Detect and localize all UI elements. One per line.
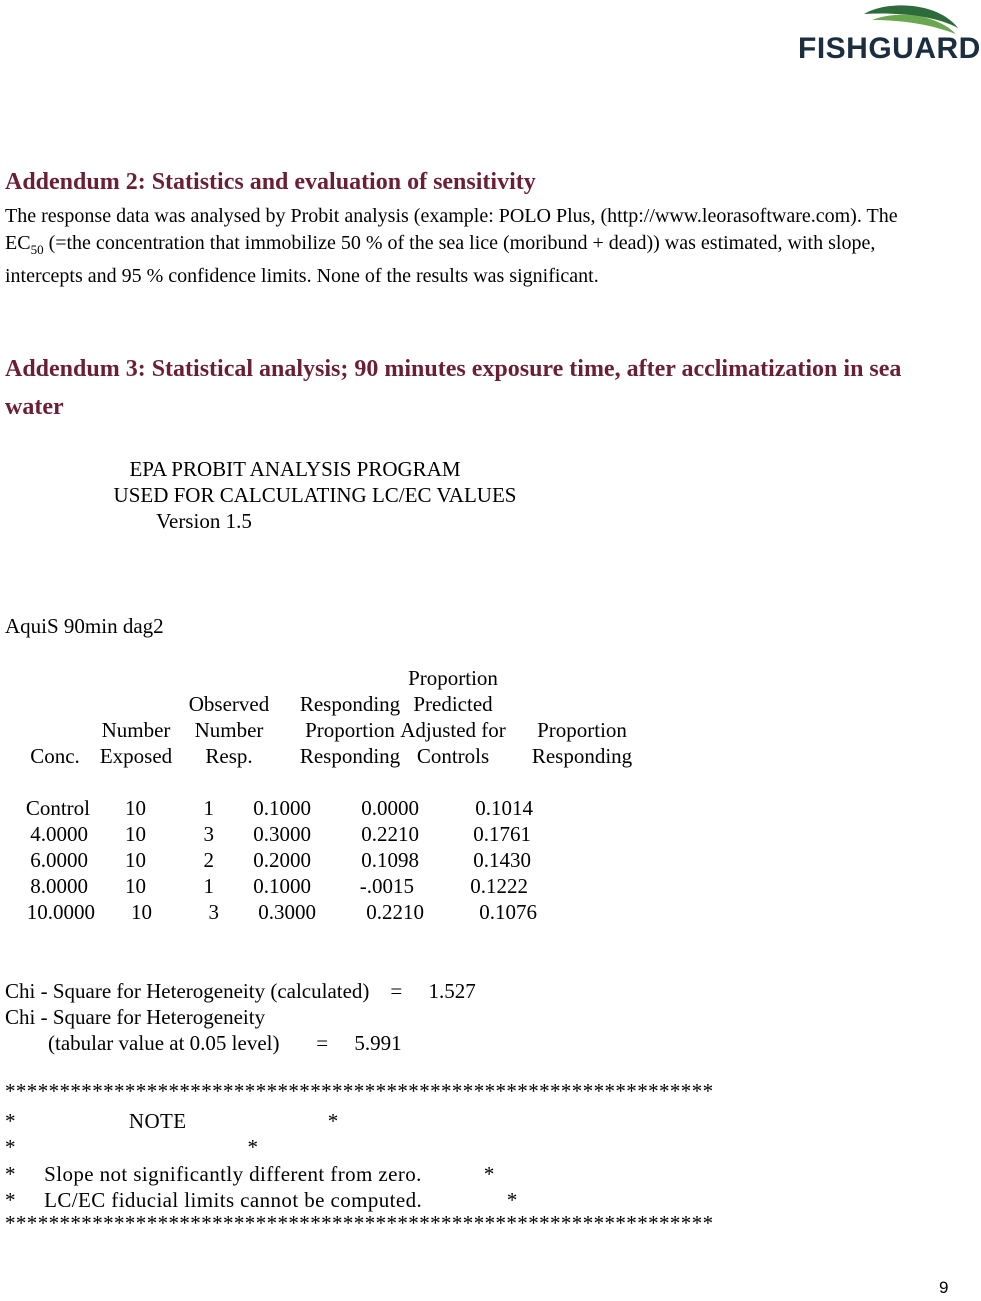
table-cell: 10.0000 bbox=[26, 900, 95, 924]
note-line-1: * Slope not significantly different from zero. * bbox=[5, 1162, 495, 1186]
program-title: EPA PROBIT ANALYSIS PROGRAM bbox=[129, 457, 461, 481]
table-cell: 10 bbox=[125, 874, 146, 898]
table-cell: -.0015 bbox=[359, 874, 414, 898]
table-header-cell: Proportion bbox=[305, 718, 395, 742]
table-header-cell: Number bbox=[194, 718, 264, 742]
table-header-cell: Responding bbox=[299, 744, 401, 768]
note-line-2: * LC/EC fiducial limits cannot be computed. * bbox=[5, 1188, 518, 1212]
table-cell: 0.1222 bbox=[470, 874, 528, 898]
table-cell: 6.0000 bbox=[30, 848, 88, 872]
table-cell: Control bbox=[25, 796, 90, 820]
paragraph-text-start: The response data was analysed by Probit analysis (example: POLO Plus, (http://www.leorasoftware.com). The EC bbox=[5, 205, 898, 254]
fishguard-logo bbox=[798, 4, 981, 68]
table-cell: 0.0000 bbox=[361, 796, 419, 820]
table-header-cell: Proportion bbox=[408, 666, 498, 690]
note-border-bottom: ***************************************************************** bbox=[5, 1211, 714, 1235]
table-header-cell: Adjusted for bbox=[400, 718, 506, 742]
table-cell: 10 bbox=[125, 822, 146, 846]
note-blank: * * bbox=[5, 1135, 259, 1159]
chi-square-label: Chi - Square for Heterogeneity bbox=[5, 1005, 266, 1029]
table-cell: 1 bbox=[203, 796, 214, 820]
table-cell: 0.2000 bbox=[253, 848, 311, 872]
page-number: 9 bbox=[939, 1278, 949, 1297]
table-header-cell: Responding bbox=[299, 692, 401, 716]
program-subtitle: USED FOR CALCULATING LC/EC VALUES bbox=[113, 483, 517, 507]
table-header-cell: Predicted bbox=[413, 692, 493, 716]
ec-subscript: 50 bbox=[30, 241, 44, 257]
note-title: * NOTE * bbox=[5, 1109, 339, 1133]
table-header-cell: Conc. bbox=[30, 744, 80, 768]
table-cell: 0.2210 bbox=[361, 822, 419, 846]
table-cell: 2 bbox=[203, 848, 214, 872]
table-header-cell: Responding bbox=[531, 744, 633, 768]
table-header-cell: Number bbox=[101, 718, 171, 742]
table-cell: 0.1000 bbox=[253, 874, 311, 898]
paragraph-text-end: (=the concentration that immobilize 50 % of the sea lice (moribund + dead)) was estimated, with slope, intercepts and 95 % confidence limits. None of the results was significant. bbox=[5, 231, 876, 287]
table-cell: 4.0000 bbox=[30, 822, 88, 846]
table-header-cell: Proportion bbox=[537, 718, 627, 742]
table-cell: 0.1014 bbox=[475, 796, 533, 820]
table-cell: 0.1000 bbox=[253, 796, 311, 820]
addendum-2-paragraph bbox=[5, 203, 905, 290]
table-cell: 0.1076 bbox=[479, 900, 537, 924]
table-cell: 8.0000 bbox=[30, 874, 88, 898]
addendum-2-heading: Addendum 2: Statistics and evaluation of sensitivity bbox=[5, 169, 536, 195]
chi-square-tabular: (tabular value at 0.05 level) = 5.991 bbox=[48, 1031, 402, 1055]
table-cell: 3 bbox=[203, 822, 214, 846]
table-cell: 10 bbox=[131, 900, 152, 924]
table-cell: 0.1430 bbox=[473, 848, 531, 872]
logo-wordmark: FISHGUARD bbox=[798, 32, 981, 65]
table-header-cell: Resp. bbox=[205, 744, 253, 768]
table-cell: 0.1761 bbox=[473, 822, 531, 846]
addendum-3-heading: Addendum 3: Statistical analysis; 90 minutes exposure time, after acclimatization in sea water bbox=[5, 356, 902, 420]
chi-square-calculated: Chi - Square for Heterogeneity (calculated) = 1.527 bbox=[5, 979, 476, 1003]
program-version: Version 1.5 bbox=[156, 509, 252, 533]
table-cell: 1 bbox=[203, 874, 214, 898]
dataset-title: AquiS 90min dag2 bbox=[5, 614, 164, 638]
table-header-cell: Controls bbox=[416, 744, 490, 768]
table-header-cell: Observed bbox=[188, 692, 270, 716]
note-border-top: ***************************************************************** bbox=[5, 1079, 714, 1103]
table-cell: 3 bbox=[208, 900, 219, 924]
table-cell: 0.1098 bbox=[361, 848, 419, 872]
table-cell: 0.3000 bbox=[253, 822, 311, 846]
table-cell: 0.2210 bbox=[366, 900, 424, 924]
table-cell: 10 bbox=[125, 796, 146, 820]
table-cell: 0.3000 bbox=[258, 900, 316, 924]
table-header-cell: Exposed bbox=[99, 744, 173, 768]
table-cell: 10 bbox=[125, 848, 146, 872]
